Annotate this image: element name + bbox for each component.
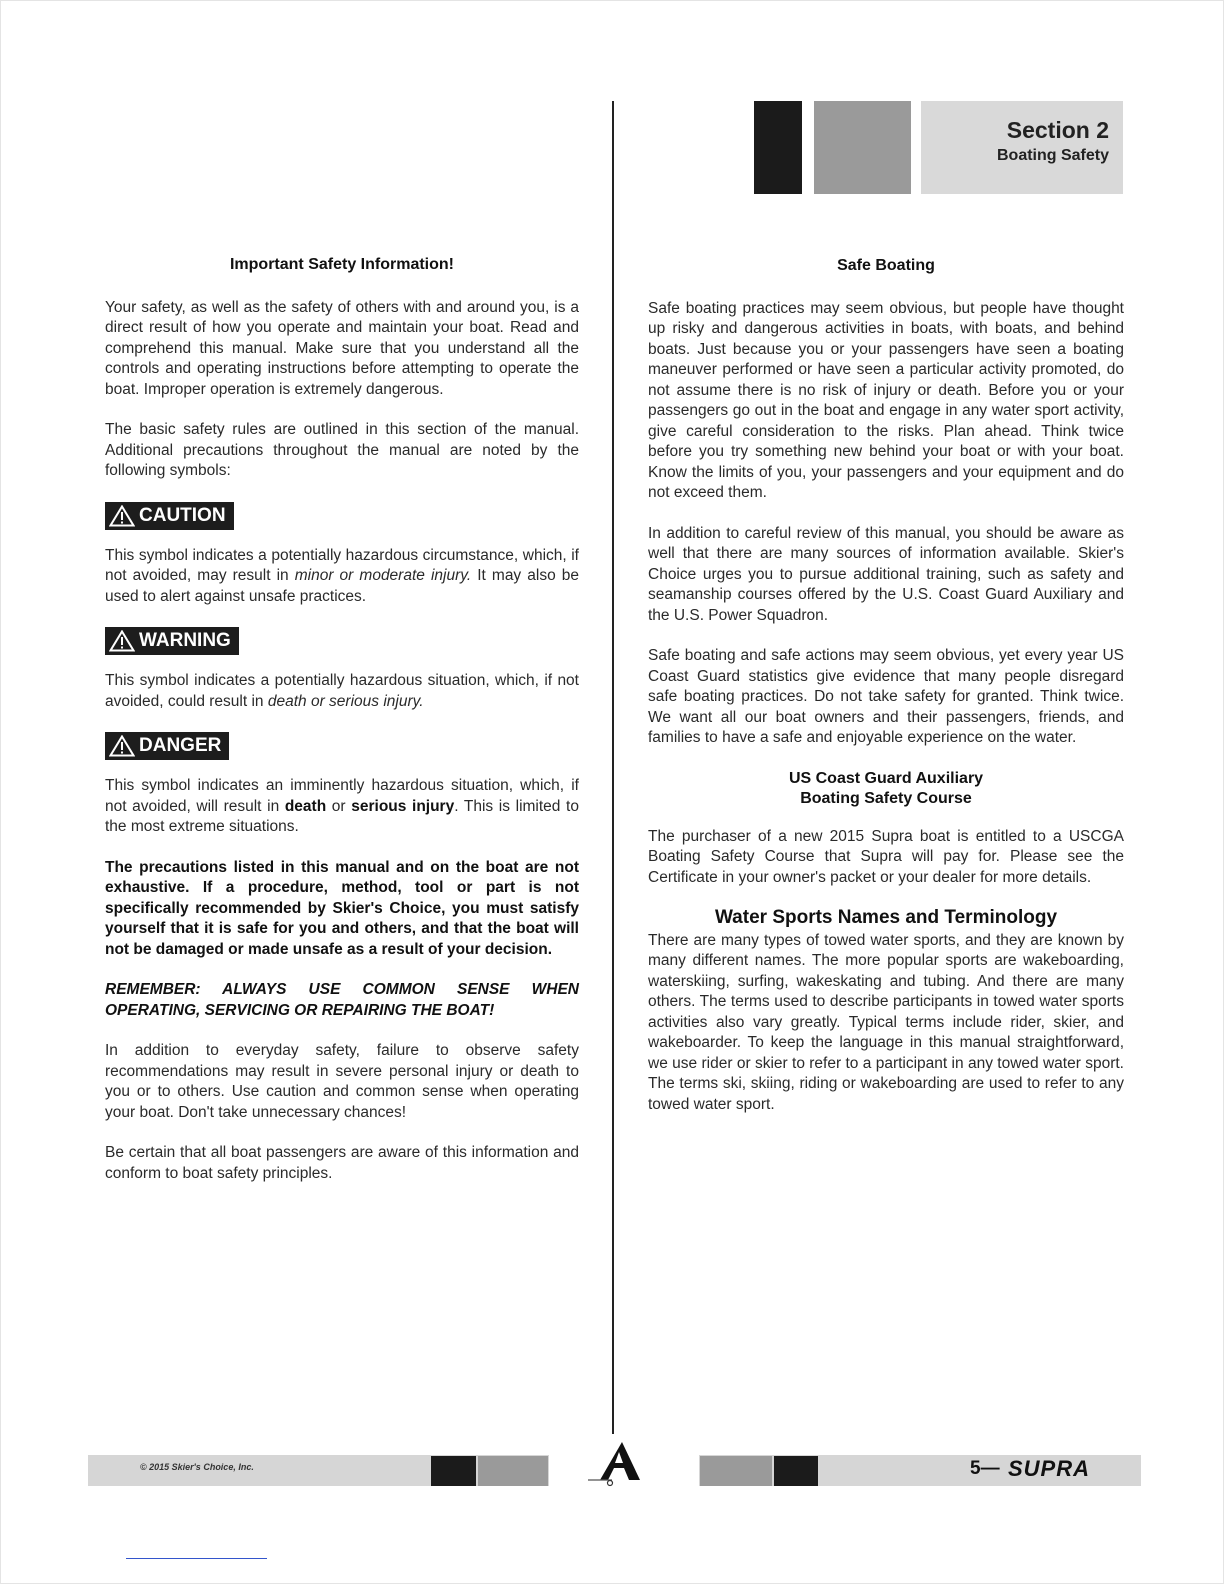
intro-paragraph: Your safety, as well as the safety of others with and around you, is a direct result of how you operate and maintain your boat. Read and comprehend this manual. Make sure that you understand all the controls and operating instructions before attempting to operate the boat. Improper operation is extremely dangerous.: [105, 298, 579, 398]
danger-bold-injury: serious injury: [351, 797, 455, 815]
danger-text-end: . This is limited to the most extreme situations.: [105, 797, 579, 835]
precautions-paragraph: The precautions listed in this manual and on the boat are not exhaustive. If a procedure, method, tool or part is not specifically recommended by Skier's Choice, you must satisfy yourself that it is safe for you and others, and that the boat will not be damaged or made unsafe as a result of your decision.: [105, 858, 579, 958]
section-subtitle: Boating Safety: [996, 147, 1109, 164]
rules-paragraph: The basic safety rules are outlined in this section of the manual. Additional precautions throughout the manual are noted by the following symbols:: [105, 421, 579, 479]
uscg-heading-line-1: US Coast Guard Auxiliary: [788, 769, 984, 787]
terminology-heading: Water Sports Names and Terminology: [714, 907, 1058, 928]
safe-boating-paragraph-2: In addition to careful review of this manual, you should be aware as well that there are many sources of information available. Skier's Choice urges you to pursue additional training, such as safety and seamanship courses offered by the U.S. Coast Guard Auxiliary and the U.S. Power Squadron.: [648, 524, 1124, 624]
caution-text: This symbol indicates a potentially hazardous circumstance, which, if not avoided, may result in: [105, 546, 579, 584]
danger-text-or: or: [326, 797, 352, 815]
uscg-paragraph: The purchaser of a new 2015 Supra boat is entitled to a USCGA Boating Safety Course that Supra will pay for. Please see the Certificate in your owner's packet or your dealer for more details.: [648, 827, 1124, 886]
section-header: [921, 101, 1123, 194]
caution-paragraph: [105, 546, 579, 608]
warning-triangle-icon: [109, 505, 135, 527]
safe-boating-heading: Safe Boating: [837, 257, 935, 274]
danger-paragraph: [105, 776, 579, 838]
page-number-value: 5: [970, 1458, 981, 1479]
caution-badge: [105, 502, 234, 530]
passengers-paragraph: Be certain that all boat passengers are aware of this information and conform to boat safety principles.: [105, 1144, 579, 1182]
uscg-heading-line-2: Boating Safety Course: [800, 789, 972, 807]
footer-black-block-left: [431, 1456, 476, 1486]
column-divider: [612, 101, 614, 1434]
brand-logo: SUPRA: [1008, 1456, 1091, 1481]
uscg-heading: [648, 769, 1124, 809]
caution-emphasis: minor or moderate injury.: [294, 567, 472, 584]
footer-black-block-right: [774, 1456, 818, 1486]
warning-emphasis: death or serious injury.: [267, 692, 424, 710]
danger-label: DANGER: [139, 735, 222, 756]
link-underline: [126, 1558, 267, 1559]
terminology-paragraph: There are many types of towed water sports, and they are known by many different names. The more popular sports are wakeboarding, waterskiing, surfing, wakeskating and tubing. And there are many others. The terms used to describe participants in towed water sports activities also vary greatly. Typical terms include rider, skier, and wakeboarder. To keep the language in this manual straightforward, we use rider or skier to refer to a participant in any towed water sport. The terms ski, skiing, riding or wakeboarding are used to refer to any towed water sport.: [648, 931, 1124, 1113]
footer-gray-block-right: [700, 1456, 772, 1486]
footer-gray-block-left: [478, 1456, 548, 1486]
important-safety-heading: Important Safety Information!: [229, 256, 454, 273]
copyright: © 2015 Skier's Choice, Inc.: [140, 1462, 254, 1472]
caution-text-end: It may also be used to alert against unsafe practices.: [105, 567, 579, 605]
everyday-paragraph: In addition to everyday safety, failure to observe safety recommendations may result in severe personal injury or death to you or to others. Use caution and common sense when operating your boat. Don't take unnecessary chances!: [105, 1042, 579, 1121]
supra-logo-icon: [582, 1436, 654, 1488]
warning-triangle-icon: [109, 735, 135, 757]
warning-badge: [105, 627, 239, 655]
header-gray-block: [814, 101, 911, 194]
page-number: [970, 1458, 1000, 1480]
danger-bold-death: death: [284, 797, 327, 815]
header-black-block: [754, 101, 802, 194]
warning-label: WARNING: [139, 630, 231, 651]
danger-text: This symbol indicates an imminently hazardous situation, which, if not avoided, will result in: [105, 777, 579, 815]
safe-boating-paragraph-1: Safe boating practices may seem obvious, but people have thought up risky and dangerous activities in boats, with boats, and behind boats. Just because you or your passengers have seen a boating maneuver performed or have seen a particular activity promoted, do not assume there is no risk of injury or death. Before you or your passengers go out in the boat and engage in any water sport activity, give careful consideration to the risks. Plan ahead. Think twice before you try something new behind your boat or with your boat. Know the limits of you, your passengers and your equipment and do not exceed them.: [648, 299, 1124, 501]
section-title: Section 2: [1006, 117, 1109, 143]
danger-badge: [105, 732, 229, 760]
warning-paragraph: [105, 671, 579, 712]
caution-label: CAUTION: [139, 504, 226, 526]
page-separator: —: [980, 1458, 1000, 1479]
warning-text: This symbol indicates a potentially hazardous situation, which, if not avoided, could result in: [105, 672, 579, 710]
safe-boating-paragraph-3: Safe boating and safe actions may seem obvious, yet every year US Coast Guard statistics give evidence that many people disregard safe boating practices. Do not take safety for granted. Think twice. We want all our boat owners and their passengers, friends, and families to have a safe and enjoyable experience on the water.: [648, 647, 1124, 746]
left-column: [105, 255, 579, 1204]
right-column: [648, 256, 1124, 1135]
warning-triangle-icon: [109, 630, 135, 652]
remember-paragraph: REMEMBER: ALWAYS USE COMMON SENSE WHEN OPERATING, SERVICING OR REPAIRING THE BOAT!: [105, 981, 579, 1019]
